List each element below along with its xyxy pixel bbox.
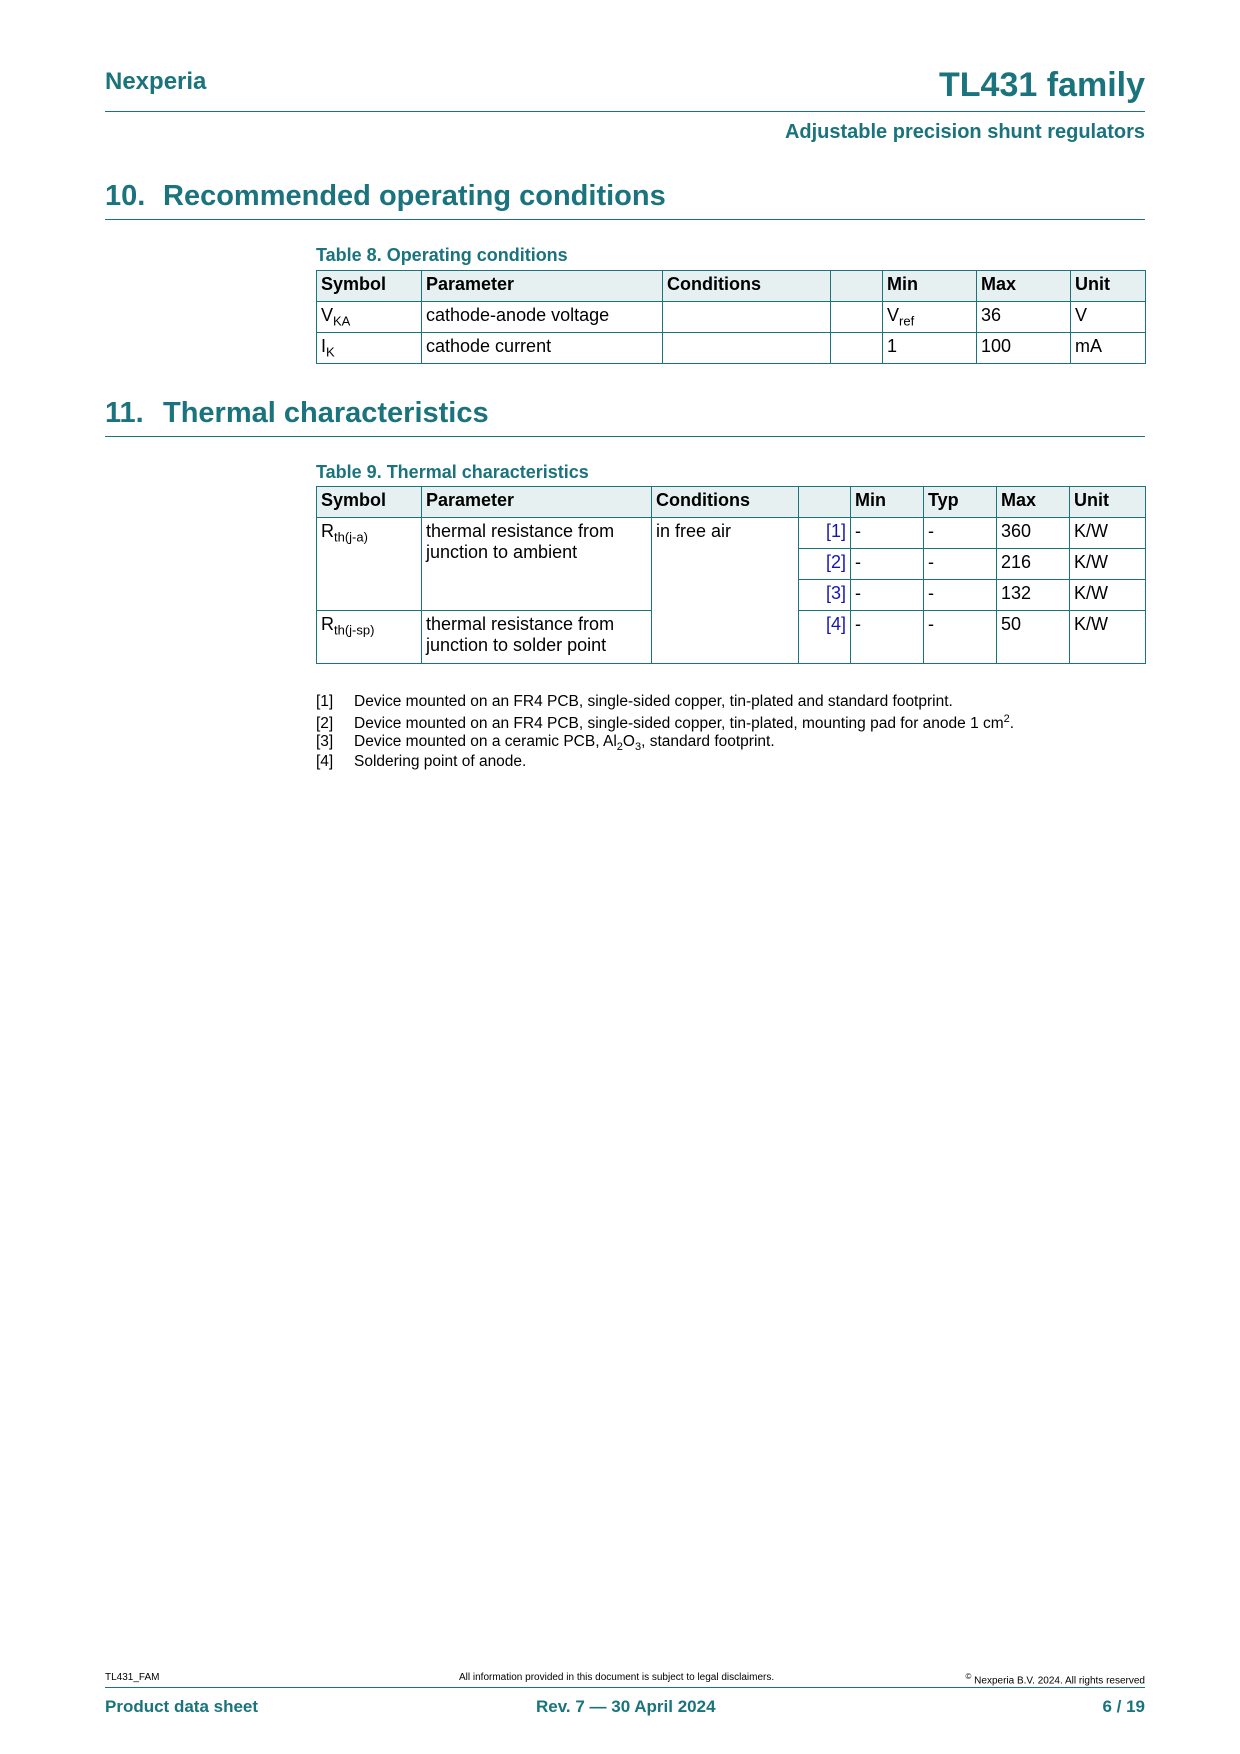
conditions-cell [663,302,831,333]
typ-cell: - [924,549,997,580]
conditions-cell [663,333,831,364]
header-ref [799,487,851,518]
footnote-ref-link[interactable]: [2] [799,549,851,580]
document-title: TL431 family [939,66,1145,104]
document-id: TL431_FAM [105,1672,160,1683]
table-footnotes [316,693,1014,773]
min-cell: $V_{ref}$ [883,302,977,333]
operating-conditions-table [316,270,1146,364]
ref-cell [831,333,883,364]
header-divider [105,111,1145,112]
header-unit: Unit [1071,271,1146,302]
unit-cell: K/W [1070,611,1146,664]
header-unit: Unit [1070,487,1146,518]
min-cell: 1 [883,333,977,364]
header-min: Min [851,487,924,518]
section-number: 10. [105,180,146,212]
document-subtitle: Adjustable precision shunt regulators [784,121,1145,143]
table-9-caption: Table 9. Thermal characteristics [316,462,589,482]
footnote-2: [2] Device mounted on an FR4 PCB, single-sided copper, tin-plated, mounting pad for anode 1 $cm^2$. [316,713,1015,733]
page-number: 6 / 19 [1102,1697,1145,1716]
conditions-cell: in free air [652,518,799,664]
header-max: Max [997,487,1070,518]
table-8-caption: Table 8. Operating conditions [316,245,568,265]
copyright-notice: © Nexperia B.V. 2024. All rights reserved [965,1672,1145,1687]
header-symbol: Symbol [317,487,422,518]
footnote-ref-link[interactable]: [3] [799,580,851,611]
section-title: Recommended operating conditions [163,180,666,212]
typ-cell: - [924,518,997,549]
ref-cell [831,302,883,333]
max-cell: 216 [997,549,1070,580]
parameter-cell: thermal resistance from junction to ambient [422,518,652,611]
section-11-heading [105,397,1145,437]
header-conditions: Conditions [652,487,799,518]
legal-disclaimer: All information provided in this document is subject to legal disclaimers. [459,1672,775,1683]
min-cell: - [851,580,924,611]
section-title: Thermal characteristics [163,397,489,429]
max-cell: 360 [997,518,1070,549]
max-cell: 50 [997,611,1070,664]
header-typ: Typ [924,487,997,518]
revision-info: Rev. 7 — 30 April 2024 [536,1697,716,1716]
header-ref [831,271,883,302]
header-max: Max [977,271,1071,302]
unit-cell: mA [1071,333,1146,364]
thermal-characteristics-table [316,486,1146,664]
document-type: Product data sheet [105,1697,259,1716]
symbol-cell: $V_{KA}$ [317,302,422,333]
parameter-cell: thermal resistance from junction to solder point [422,611,652,664]
typ-cell: - [924,580,997,611]
header-min: Min [883,271,977,302]
brand-name: Nexperia [105,68,207,95]
symbol-cell: $R_{th(j-sp)}$ [317,611,422,664]
header-parameter: Parameter [422,271,663,302]
header-symbol: Symbol [317,271,422,302]
header-conditions: Conditions [663,271,831,302]
footer-divider [105,1687,1145,1688]
footnote-1: [1] Device mounted on an FR4 PCB, single-sided copper, tin-plated and standard footprint. [316,693,953,710]
parameter-cell: cathode-anode voltage [422,302,663,333]
footnote-ref-link[interactable]: [1] [799,518,851,549]
symbol-cell: $R_{th(j-a)}$ [317,518,422,611]
min-cell: - [851,549,924,580]
max-cell: 36 [977,302,1071,333]
max-cell: 100 [977,333,1071,364]
table-header-row [317,271,1146,302]
unit-cell: K/W [1070,518,1146,549]
symbol-cell: $I_K$ [317,333,422,364]
header-parameter: Parameter [422,487,652,518]
section-10-heading [105,180,1145,220]
min-cell: - [851,518,924,549]
unit-cell: K/W [1070,549,1146,580]
min-cell: - [851,611,924,664]
table-header-row [317,487,1146,518]
table-row [317,333,1146,364]
footnote-3: [3] Device mounted on a ceramic PCB, $Al_2O_3$, standard footprint. [316,733,775,754]
table-row [317,518,1146,549]
footnote-4: [4] Soldering point of anode. [316,753,527,770]
table-row [317,302,1146,333]
footnote-ref-link[interactable]: [4] [799,611,851,664]
unit-cell: V [1071,302,1146,333]
typ-cell: - [924,611,997,664]
parameter-cell: cathode current [422,333,663,364]
max-cell: 132 [997,580,1070,611]
unit-cell: K/W [1070,580,1146,611]
section-number: 11. [105,397,144,429]
